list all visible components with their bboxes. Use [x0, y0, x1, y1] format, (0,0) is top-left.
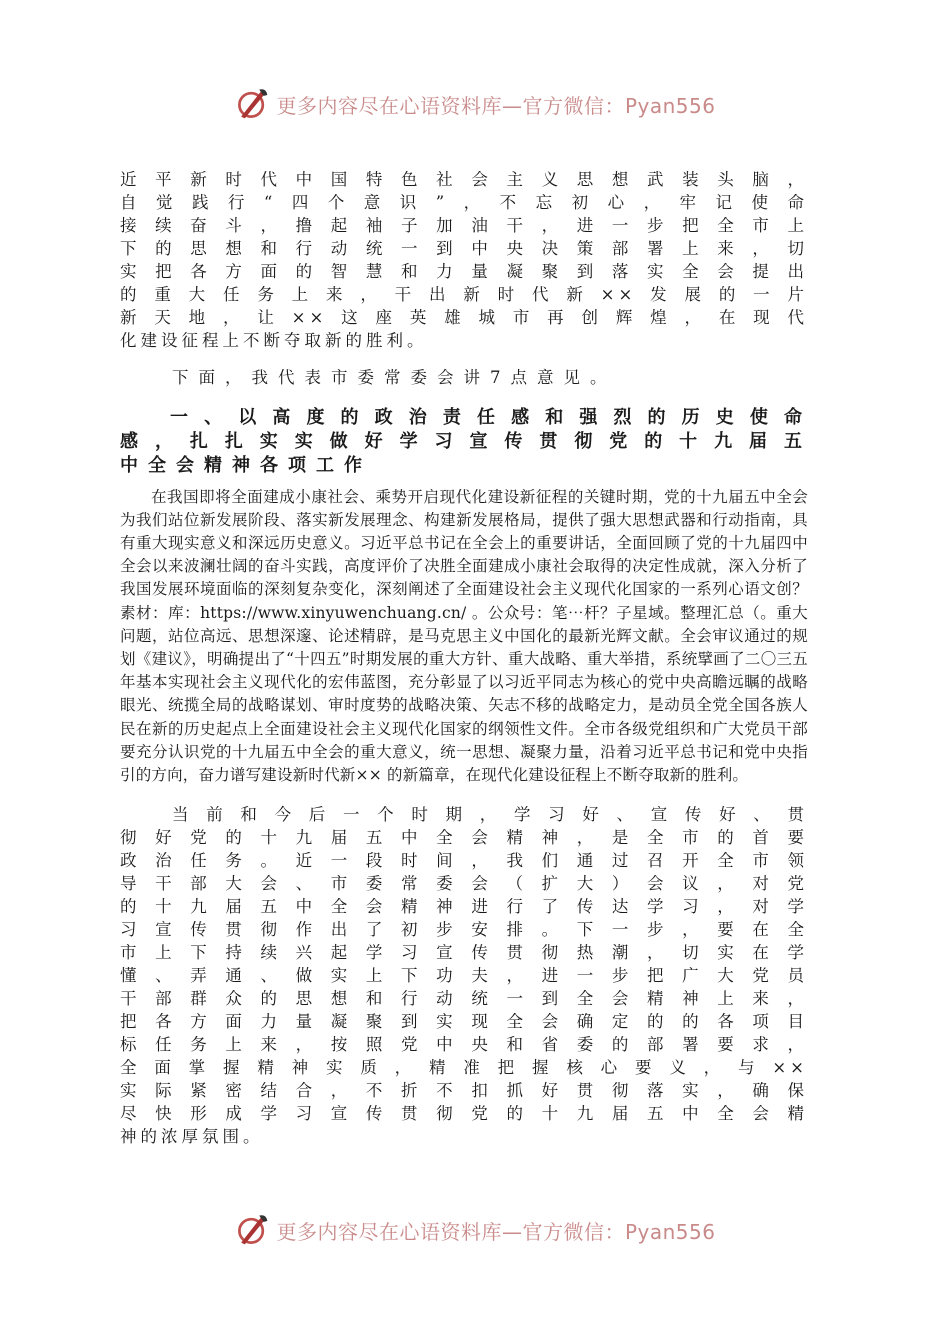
paragraph-line: 标任务上来，按照党中央和省委的部署要求， — [120, 1034, 808, 1054]
second-paragraph — [120, 803, 808, 1148]
body-paragraph: 在我国即将全面建成小康社会、乘势开启现代化建设新征程的关键时期，党的十九届五中全会为我们站位新发展阶段、落实新发展理念、构建新发展格局，提供了强大思想武器和行动指南，具有重大现实意义和深远历史意义。习近平总书记在全会上的重要讲话，全面回顾了党的十九届四中全会以来波澜壮阔的奋斗实践，高度评价了决胜全面建成小康社会取得的决定性成就，深入分析了我国发展环境面临的深刻复杂变化，深刻阐述了全面建设社会主义现代化国家的一系列心语文创？素材：库：https://www.xinyuwenchuang.cn/ 。公众号：笔⋯杆？子星域。整理汇总（。重大问题，站位高远、思想深邃、论述精辟，是马克思主义中国化的最新光辉文献。全会审议通过的规划《建议》，明确提出了“十四五”时期发展的重大方针、重大战略、重大举措，系统擘画了二〇三五年基本实现社会主义现代化的宏伟蓝图，充分彰显了以习近平同志为核心的党中央高瞻远瞩的战略眼光、统揽全局的战略谋划、审时度势的战略决策、矢志不移的战略定力，是动员全党全国各族人民在新的历史起点上全面建设社会主义现代化国家的纲领性文件。全市各级党组织和广大党员干部要充分认识党的十九届五中全会的重大意义，统一思想、凝聚力量，沿着习近平总书记和党中央指引的方向，奋力谱写建设新时代新×× 的新篇章，在现代化建设征程上不断夺取新的胜利。 — [120, 487, 808, 784]
document-body — [120, 168, 808, 1148]
quill-logo-icon — [234, 86, 270, 122]
paragraph-line: 尽快形成学习宣传贯彻党的十九届五中全会精 — [120, 1103, 808, 1123]
paragraph-line: 导干部大会、市委常委会（扩大）会议，对党 — [120, 873, 808, 893]
intro-line: 下的思想和行动统一到中央决策部署上来，切 — [120, 239, 808, 258]
intro-line: 的重大任务上来，干出新时代新××发展的一片 — [120, 285, 808, 304]
banner-text: 更多内容尽在心语资料库—官方微信：Pyan556 — [276, 93, 716, 118]
paragraph-line: 市上下持续兴起学习宣传贯彻热潮，切实在学 — [120, 942, 808, 962]
section-heading — [120, 406, 808, 478]
intro-line: 化建设征程上不断夺取新的胜利。 — [120, 331, 428, 350]
paragraph-line: 神的浓厚氛围。 — [120, 1126, 264, 1146]
intro-line: 近平新时代中国特色社会主义思想武装头脑， — [120, 170, 808, 189]
paragraph-line: 把各方面力量凝聚到实现全会确定的的各项目 — [120, 1011, 808, 1031]
intro-line: 自觉践行“四个意识”，不忘初心，牢记使命 — [120, 193, 808, 212]
heading-line: 中全会精神各项工作 — [120, 454, 372, 476]
intro-line: 新天地，让××这座英雄城市再创辉煌，在现代 — [120, 308, 808, 327]
paragraph-line: 实际紧密结合，不折不扣抓好贯彻落实，确保 — [120, 1080, 808, 1100]
banner-text: 更多内容尽在心语资料库—官方微信：Pyan556 — [276, 1219, 716, 1244]
paragraph-line: 政治任务。近一段时间，我们通过召开全市领 — [120, 850, 808, 870]
intro-line: 实把各方面的智慧和力量凝聚到落实全会提出 — [120, 262, 808, 281]
heading-line: 一、以高度的政治责任感和强烈的历史使命 — [170, 406, 808, 428]
transition-sentence: 下面，我代表市委常委会讲7点意见。 — [172, 368, 617, 387]
paragraph-line: 懂、弄通、做实上下功夫，进一步把广大党员 — [120, 965, 808, 985]
paragraph-line: 全面掌握精神实质，精准把握核心要义，与×× — [120, 1057, 808, 1077]
paragraph-line: 当前和今后一个时期，学习好、宣传好、贯 — [172, 804, 808, 824]
paragraph-line: 的十九届五中全会精神进行了传达学习，对学 — [120, 896, 808, 916]
paragraph-line: 彻好党的十九届五中全会精神，是全市的首要 — [120, 827, 808, 847]
heading-line: 感，扎扎实实做好学习宣传贯彻党的十九届五 — [120, 430, 808, 452]
paragraph-line: 干部群众的思想和行动统一到全会精神上来， — [120, 988, 808, 1008]
quill-logo-icon — [234, 1212, 270, 1248]
intro-line: 接续奋斗，撸起袖子加油干，进一步把全市上 — [120, 216, 808, 235]
intro-paragraph — [120, 168, 808, 352]
footer-watermark-banner — [0, 1210, 950, 1250]
paragraph-line: 习宣传贯彻作出了初步安排。下一步，要在全 — [120, 919, 808, 939]
header-watermark-banner — [0, 84, 950, 124]
